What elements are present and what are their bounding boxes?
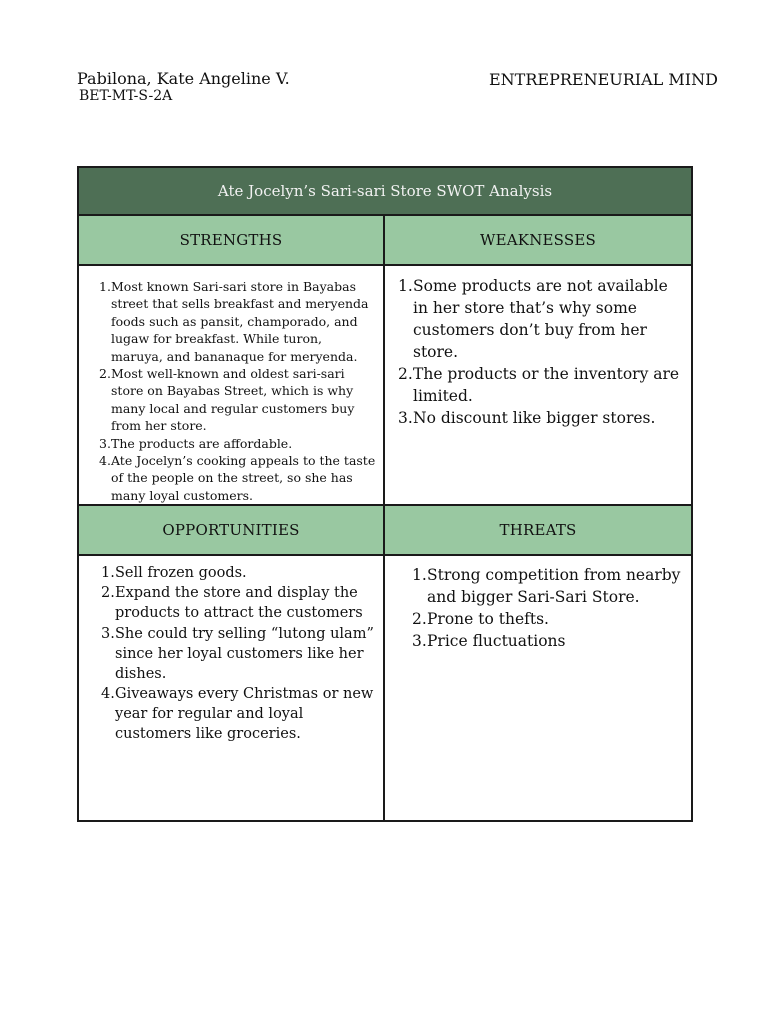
list-item [101,563,375,583]
list-item [99,435,377,452]
opportunities-list [79,556,383,744]
opportunities-heading: OPPORTUNITIES [78,505,384,555]
student-name: Pabilona, Kate Angeline V. [77,69,290,88]
item-text: Some products are not available in her store that’s why some customers don’t buy from her store. [413,277,668,361]
list-item [412,630,683,652]
opportunities-cell [78,555,384,821]
item-number: 3. [398,409,413,427]
item-number: 4. [101,685,115,702]
item-text: Strong competition from nearby and bigger Sari-Sari Store. [427,566,681,607]
weaknesses-cell [384,265,692,505]
list-item [412,564,683,608]
item-text: The products are affordable. [111,435,293,451]
list-item [99,278,377,365]
item-text: Price fluctuations [427,632,566,651]
item-text: She could try selling “lutong ulam” since her loyal customers like her dishes. [115,625,374,682]
list-item [101,624,375,684]
list-item [101,583,375,623]
list-item [99,452,377,504]
item-text: The products or the inventory are limited. [413,365,680,405]
list-item [412,608,683,630]
item-number: 1. [412,566,427,585]
item-text: Most well-known and oldest sari-sari store on Bayabas Street, which is why many local and regular customers buy from her store. [111,366,355,434]
list-item [398,275,685,363]
item-text: Ate Jocelyn’s cooking appeals to the taste of the people on the street, so she has many loyal customers. [111,453,376,503]
item-text: Prone to thefts. [427,610,549,629]
item-number: 3. [101,625,115,642]
item-text: Giveaways every Christmas or new year for regular and loyal customers like groceries. [115,685,374,743]
item-number: 4. [99,453,111,469]
item-number: 2. [398,365,413,383]
strengths-heading: STRENGTHS [78,215,384,265]
subject-title: ENTREPRENEURIAL MIND [489,70,718,89]
threats-heading: THREATS [384,505,692,555]
class-section: BET-MT-S-2A [79,88,173,104]
list-item [99,365,377,435]
list-item [398,363,685,407]
threats-list [385,556,691,652]
list-item [101,684,375,744]
item-number: 1. [99,279,111,294]
item-number: 2. [101,585,115,602]
item-number: 3. [99,435,111,451]
item-number: 1. [398,277,413,295]
item-text: Sell frozen goods. [115,565,247,582]
list-item [398,407,685,429]
strengths-cell [78,265,384,505]
item-text: Expand the store and display the products to attract the customers [115,585,363,622]
threats-cell [384,555,692,821]
item-text: No discount like bigger stores. [413,409,656,427]
weaknesses-heading: WEAKNESSES [384,215,692,265]
swot-table [77,166,693,822]
item-text: Most known Sari-sari store in Bayabas street that sells breakfast and meryenda foods such as pansit, champorado, and lugaw for breakfast. While turon, maruya, and bananaque for meryenda. [111,279,369,364]
item-number: 3. [412,632,427,651]
strengths-list [79,266,383,504]
swot-title: Ate Jocelyn’s Sari-sari Store SWOT Analysis [78,167,692,215]
item-number: 1. [101,565,115,582]
item-number: 2. [412,610,427,629]
weaknesses-list [385,266,691,429]
item-number: 2. [99,366,111,382]
